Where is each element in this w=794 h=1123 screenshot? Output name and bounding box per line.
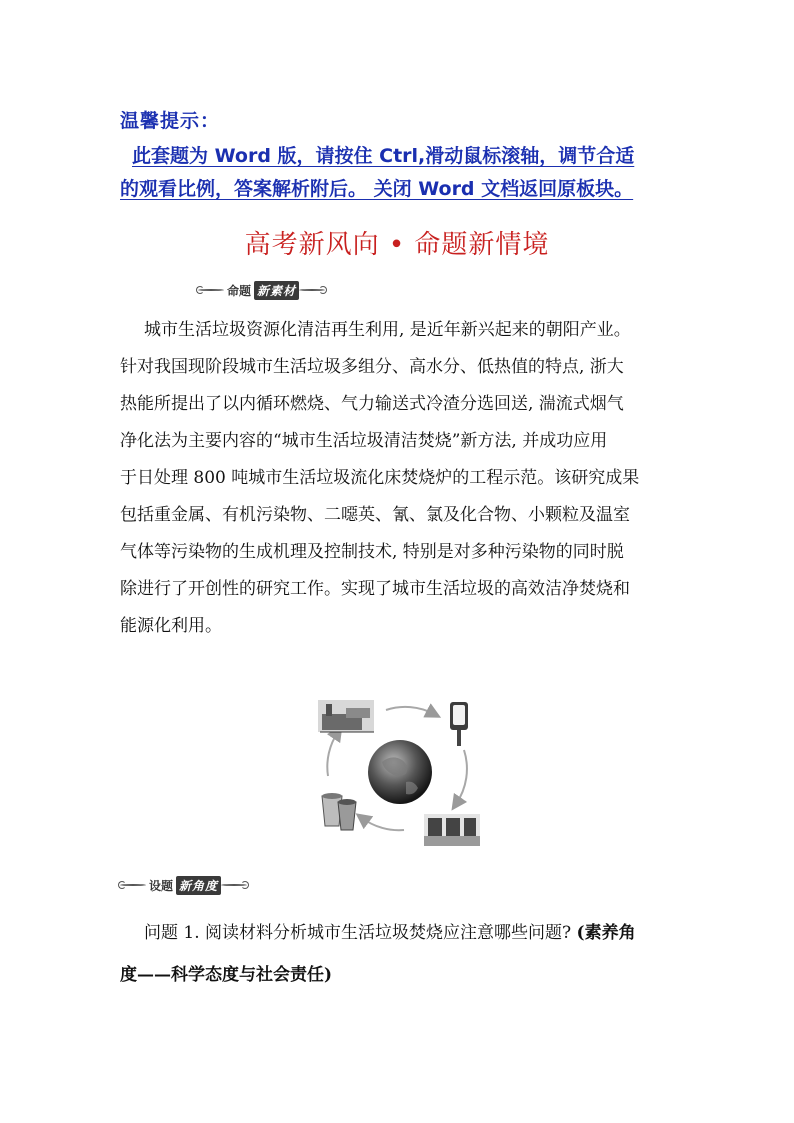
passage-line: 于日处理 800 吨城市生活垃圾流化床焚烧炉的工程示范。该研究成果 bbox=[120, 468, 640, 488]
left-swirl-icon bbox=[198, 285, 224, 295]
passage-line: 除进行了开创性的研究工作。实现了城市生活垃圾的高效洁净焚烧和 bbox=[120, 579, 630, 599]
passage-line: 包括重金属、有机污染物、二噁英、氰、氯及化合物、小颗粒及温室 bbox=[120, 505, 630, 525]
passage-line: 针对我国现阶段城市生活垃圾多组分、高水分、低热值的特点, 浙大 bbox=[120, 357, 624, 377]
right-swirl-icon bbox=[299, 285, 325, 295]
notice-line-2: 的观看比例，答案解析附后。 关闭 Word 文档返回原板块。 bbox=[120, 178, 634, 200]
question-1 bbox=[120, 912, 700, 996]
notice-line-1: 此套题为 Word 版，请按住 Ctrl,滑动鼠标滚轴，调节合适 bbox=[132, 145, 635, 167]
section-header-material bbox=[198, 279, 325, 301]
passage-line: 热能所提出了以内循环燃烧、气力输送式冷渣分选回送, 湍流式烟气 bbox=[120, 394, 624, 414]
recycling-cycle-illustration bbox=[316, 692, 482, 848]
section-label: 命题 bbox=[227, 283, 252, 298]
section-badge: 新素材 bbox=[254, 281, 299, 300]
question-line-2: 度——科学态度与社会责任) bbox=[120, 965, 333, 985]
notice-title: 温馨提示： bbox=[120, 110, 221, 132]
trash-bins-icon bbox=[322, 793, 356, 830]
section-badge: 新角度 bbox=[176, 876, 221, 895]
right-swirl-icon bbox=[221, 880, 247, 890]
question-tag-start: (素养角 bbox=[576, 923, 636, 943]
page-title: 高考新风向 • 命题新情境 bbox=[244, 230, 550, 260]
passage-line: 净化法为主要内容的“城市生活垃圾清洁焚烧”新方法, 并成功应用 bbox=[120, 431, 608, 451]
material-passage bbox=[120, 312, 680, 645]
left-swirl-icon bbox=[120, 880, 146, 890]
street-lamp-icon bbox=[450, 702, 468, 746]
passage-line: 气体等污染物的生成机理及控制技术, 特别是对多种污染物的同时脱 bbox=[120, 542, 624, 562]
question-text: 问题 1. 阅读材料分析城市生活垃圾焚烧应注意哪些问题? bbox=[144, 923, 577, 943]
section-label: 设题 bbox=[149, 878, 174, 893]
passage-line: 城市生活垃圾资源化清洁再生利用, 是近年新兴起来的朝阳产业。 bbox=[144, 320, 631, 340]
question-line-1 bbox=[120, 912, 700, 954]
notice-body[interactable] bbox=[120, 140, 690, 206]
office-room-icon bbox=[424, 814, 480, 846]
section-header-angle bbox=[120, 874, 247, 896]
factory-icon bbox=[318, 700, 374, 732]
globe-icon bbox=[368, 740, 432, 804]
passage-line: 能源化利用。 bbox=[120, 616, 222, 636]
